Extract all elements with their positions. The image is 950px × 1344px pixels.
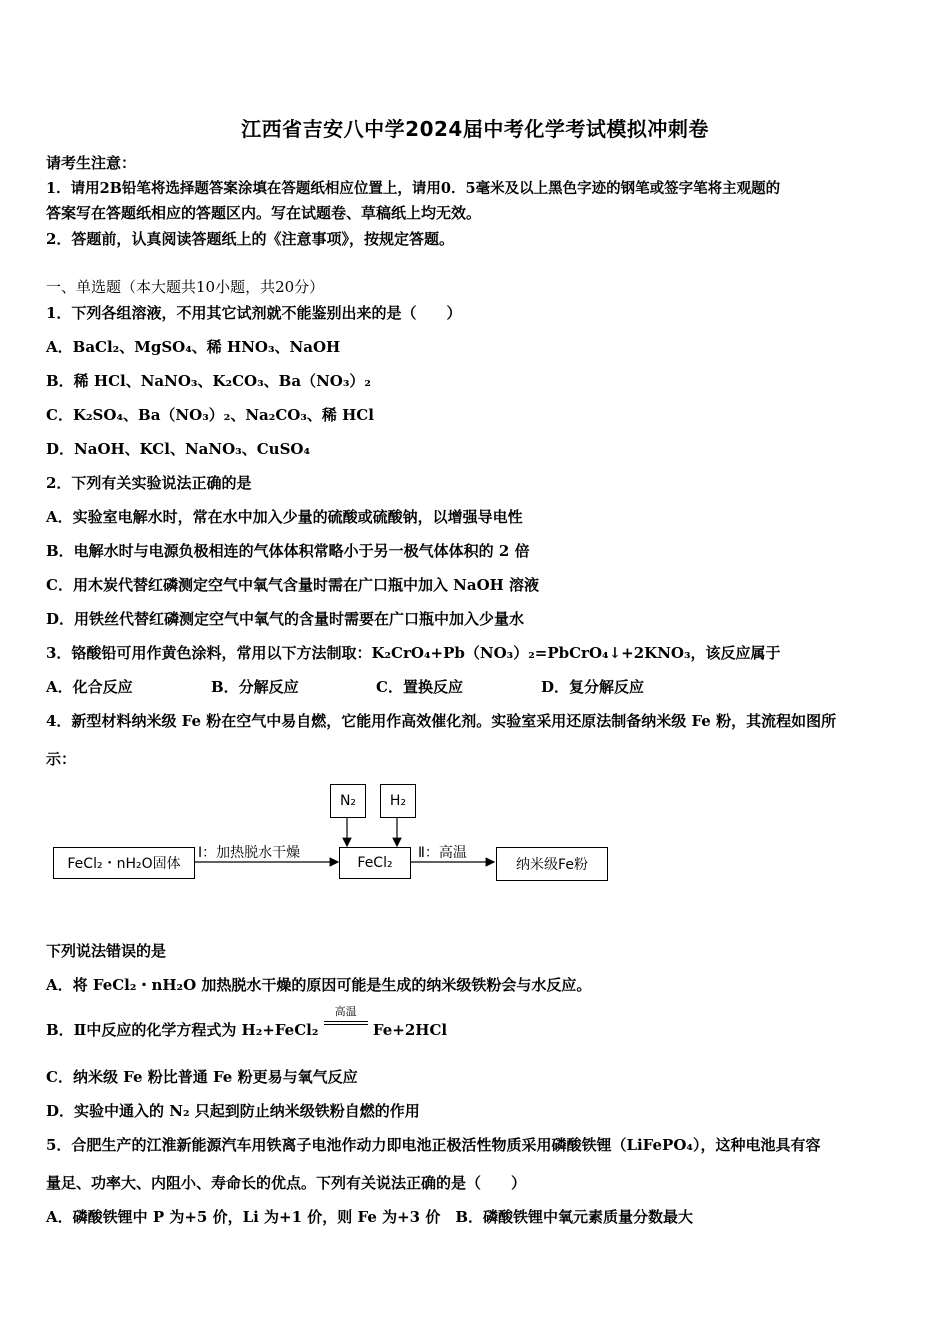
q4-option-b xyxy=(46,1005,448,1040)
notice-line-3: 2．答题前，认真阅读答题纸上的《注意事项》，按规定答题。 xyxy=(46,230,454,248)
q2-option-d: D．用铁丝代替红磷测定空气中氧气的含量时需要在广口瓶中加入少量水 xyxy=(46,610,525,628)
q3-option-b: B．分解反应 xyxy=(211,678,299,696)
q4-option-c: C．纳米级 Fe 粉比普通 Fe 粉更易与氧气反应 xyxy=(46,1068,358,1086)
q2-option-c: C．用木炭代替红磷测定空气中氧气含量时需在广口瓶中加入 NaOH 溶液 xyxy=(46,576,540,594)
equation-arrow xyxy=(324,1005,368,1035)
q3-option-d: D．复分解反应 xyxy=(541,678,645,696)
q1-option-d: D．NaOH、KCl、NaNO₃、CuSO₄ xyxy=(46,440,311,458)
notice-line-1: 1．请用2B铅笔将选择题答案涂填在答题纸相应位置上，请用0．5毫米及以上黑色字迹的钢笔或签字笔将主观题的 xyxy=(46,180,781,197)
q1-option-c: C．K₂SO₄、Ba（NO₃）₂、Na₂CO₃、稀 HCl xyxy=(46,406,374,424)
flow-n2-box: N₂ xyxy=(330,784,366,818)
q2-option-b: B．电解水时与电源负极相连的气体体积常略小于另一极气体体积的 2 倍 xyxy=(46,542,530,560)
q2-option-a: A．实验室电解水时，常在水中加入少量的硫酸或硫酸钠，以增强导电性 xyxy=(46,508,523,526)
flow-h2-box: H₂ xyxy=(380,784,416,818)
q5-stem-line-1: 5．合肥生产的江淮新能源汽车用铁离子电池作动力即电池正极活性物质采用磷酸铁锂（LiFePO₄），这种电池具有容 xyxy=(46,1136,821,1154)
q3-option-c: C．置换反应 xyxy=(376,678,463,696)
q1-option-a: A．BaCl₂、MgSO₄、稀 HNO₃、NaOH xyxy=(46,338,341,356)
q3-option-a: A．化合反应 xyxy=(46,678,133,696)
flow-mid-box: FeCl₂ xyxy=(339,847,411,879)
q4-sub-question: 下列说法错误的是 xyxy=(46,942,167,960)
q4-stem-line-2: 示： xyxy=(46,750,77,768)
q4-stem-line-1: 4．新型材料纳米级 Fe 粉在空气中易自燃，它能用作高效催化剂。实验室采用还原法制备纳米级 Fe 粉，其流程如图所 xyxy=(46,712,837,730)
q5-options-ab: A．磷酸铁锂中 P 为+5 价，Li 为+1 价，则 Fe 为+3 价 B．磷酸铁锂中氧元素质量分数最大 xyxy=(46,1208,694,1226)
flow-step-2-label: Ⅱ：高温 xyxy=(418,845,467,861)
equation-condition: 高温 xyxy=(334,1005,357,1018)
section-heading: 一、单选题（本大题共10小题，共20分） xyxy=(46,278,325,296)
flow-start-box: FeCl₂・nH₂O固体 xyxy=(53,847,195,879)
notice-heading: 请考生注意： xyxy=(46,154,137,172)
q2-stem: 2．下列有关实验说法正确的是 xyxy=(46,474,252,492)
q1-option-b: B．稀 HCl、NaNO₃、K₂CO₃、Ba（NO₃）₂ xyxy=(46,372,371,390)
q4-option-a: A．将 FeCl₂・nH₂O 加热脱水干燥的原因可能是生成的纳米级铁粉会与水反应。 xyxy=(46,976,592,994)
flow-step-1-label: Ⅰ：加热脱水干燥 xyxy=(198,845,301,861)
q4-option-b-right: Fe+2HCl xyxy=(372,1021,448,1039)
q5-stem-line-2: 量足、功率大、内阻小、寿命长的优点。下列有关说法正确的是（ ） xyxy=(46,1174,527,1192)
q4-option-d: D．实验中通入的 N₂ 只起到防止纳米级铁粉自燃的作用 xyxy=(46,1102,420,1120)
flow-end-box: 纳米级Fe粉 xyxy=(496,847,608,881)
q3-stem: 3．铬酸铅可用作黄色涂料，常用以下方法制取：K₂CrO₄+Pb（NO₃）₂=PbCrO₄↓+2KNO₃，该反应属于 xyxy=(46,644,781,662)
page-title: 江西省吉安八中学2024届中考化学考试模拟冲刺卷 xyxy=(241,117,709,141)
notice-line-2: 答案写在答题纸相应的答题区内。写在试题卷、草稿纸上均无效。 xyxy=(46,204,482,222)
q4-option-b-left: B．Ⅱ中反应的化学方程式为 H₂+FeCl₂ xyxy=(46,1021,319,1039)
q1-stem: 1．下列各组溶液，不用其它试剂就不能鉴别出来的是（ ） xyxy=(46,304,462,322)
